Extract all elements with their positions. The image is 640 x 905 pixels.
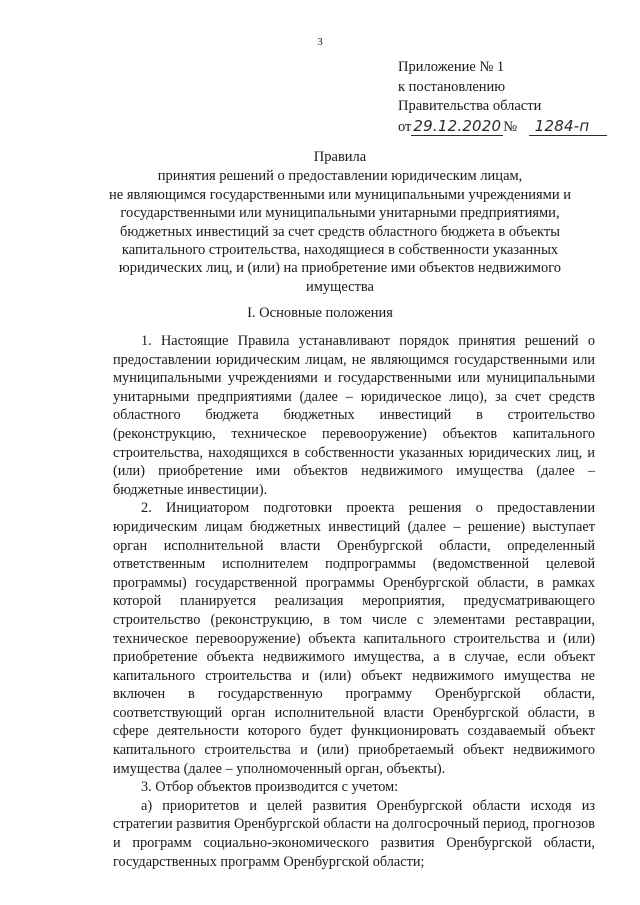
page-number: 3 [317, 36, 323, 48]
appendix-date-number-line [398, 117, 607, 138]
title-line: не являющимся государственными или муниципальными учреждениями и [109, 186, 571, 203]
date-prefix: от [398, 118, 412, 135]
section-heading: I. Основные положения [247, 305, 393, 321]
handwritten-number: 1284-п [529, 117, 608, 136]
title-line: принятия решений о предоставлении юридическим лицам, [157, 168, 523, 185]
appendix-line-2: к постановлению [398, 78, 506, 95]
appendix-block [398, 58, 607, 137]
handwritten-date: 29.12.2020 [413, 116, 502, 135]
title-line: юридических лиц, и (или) на приобретение ими объектов недвижимого [118, 260, 562, 277]
title-main: Правила [313, 149, 367, 165]
number-sign: № [503, 118, 518, 135]
paragraph: 1. Настоящие Правила устанавливают порядок принятия решений о предоставлении юридическим лицам, не являющимся государственными или муниципальными учреждениями и государственными или муниципальными унитарными предприятиями (далее – юридическое лицо), за счет средств областного бюджета бюджетных инвестиций в строительство (реконструкцию, техническое перевооружение) объектов капитального строительства, находящихся в собственности указанных юридических лиц, и (или) приобретение ими объектов недвижимого имущества (далее – бюджетные инвестиции). [113, 333, 595, 498]
title-line: государственными или муниципальными унитарными предприятиями, [120, 205, 560, 222]
paragraph: 3. Отбор объектов производится с учетом: [141, 779, 399, 796]
paragraph: а) приоритетов и целей развития Оренбургской области исходя из стратегии развития Оренбургской области на долгосрочный период, прогнозов и программ социально-экономического развития Оренбургской области, государственных программ Оренбургской области; [113, 797, 595, 870]
appendix-line-1: Приложение № 1 [398, 59, 505, 75]
body-text [113, 332, 595, 871]
paragraph: 2. Инициатором подготовки проекта решения о предоставлении юридическим лицам бюджетных инвестиций (далее – решение) выступает орган исполнительной власти Оренбургской области, определенный ответственным исполнителем подпрограммы (ведомственной целевой программы) государственной программы Оренбургской области, в рамках которой планируется реализация мероприятия, предусматривающего строительство (реконструкцию, в том числе с элементами реставрации, техническое перевооружение) объекта капитального строительства и (или) приобретение объекта недвижимого имущества, а в случае, если объект капитального строительства и (или) объект недвижимого имущества не включен в государственную программу Оренбургской области, соответствующий орган исполнительной власти Оренбургской области, в сфере деятельности которого будет функционировать создаваемый объект капитального строительства и (или) приобретаемый объект недвижимого имущества (далее – уполномоченный орган, объекты). [113, 500, 595, 777]
title-line: имущества [305, 278, 374, 295]
document-title [90, 148, 590, 296]
title-line: капитального строительства, находящиеся в собственности указанных [121, 242, 559, 259]
appendix-line-3: Правительства области [398, 98, 542, 114]
title-line: бюджетных инвестиций за счет средств областного бюджета в объекты [120, 223, 560, 240]
